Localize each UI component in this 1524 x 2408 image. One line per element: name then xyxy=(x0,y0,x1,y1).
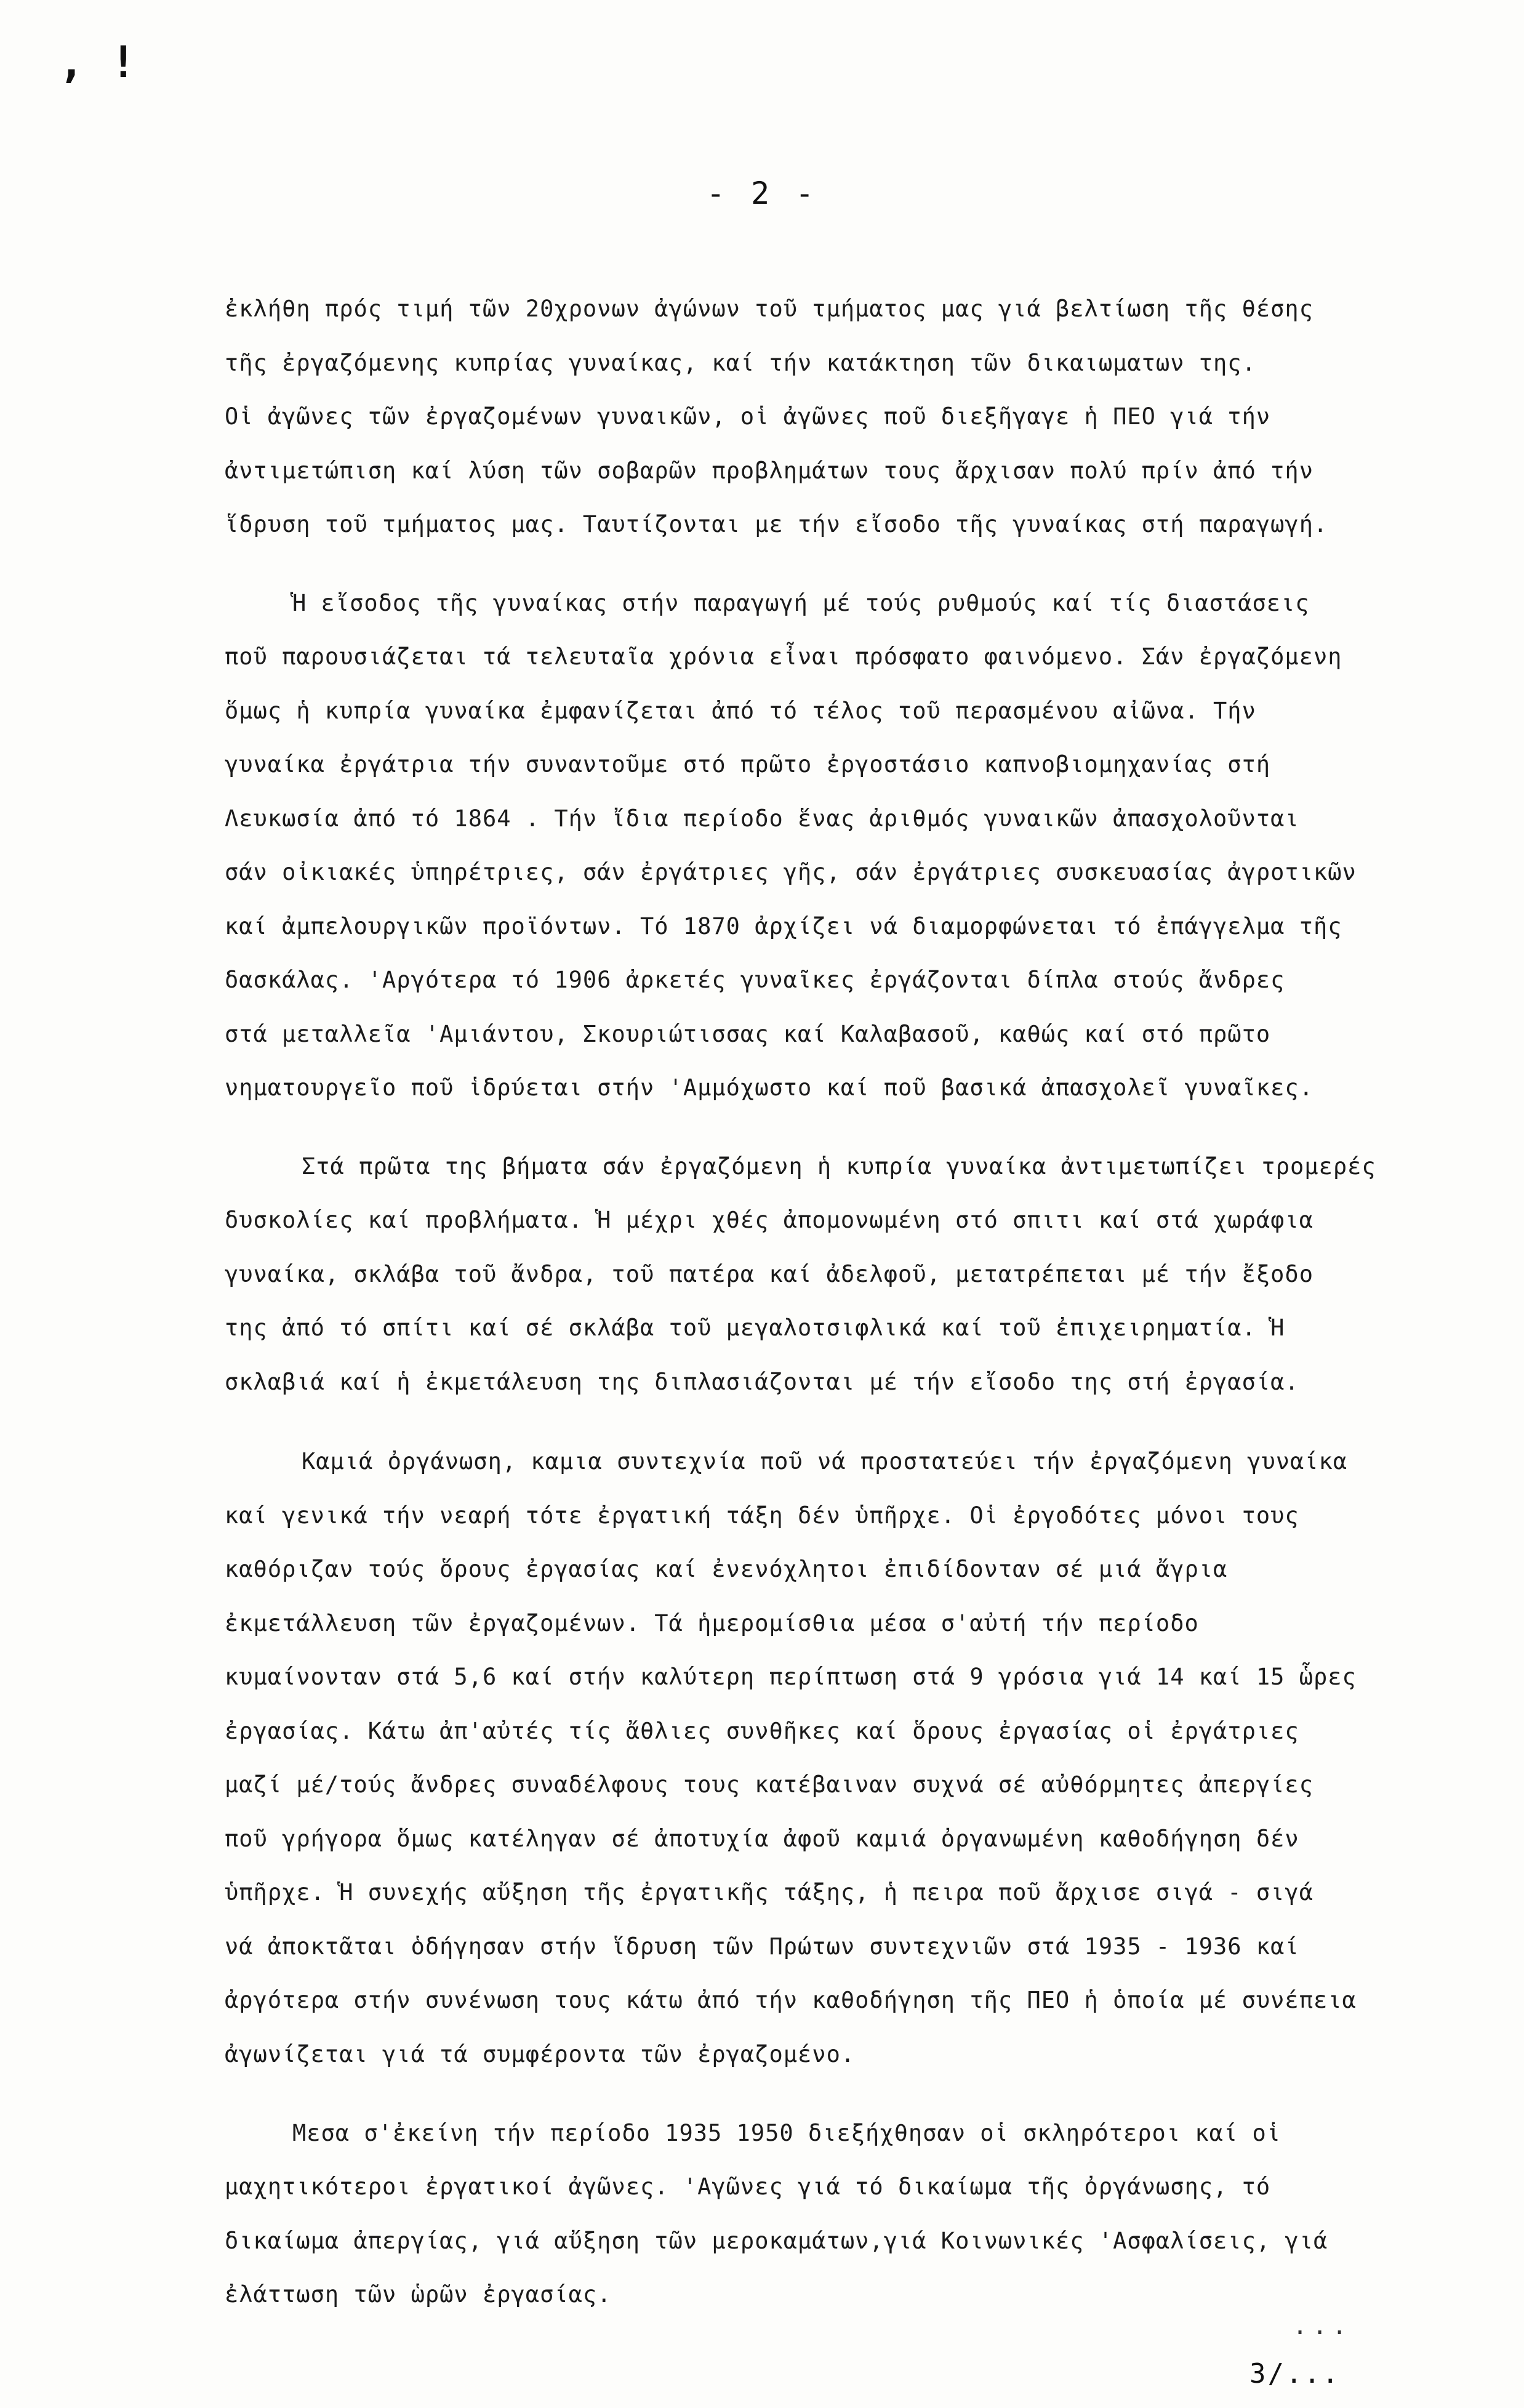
text-line: της ἀπό τό σπίτι καί σέ σκλάβα τοῦ μεγαλοτσιφλικά καί τοῦ ἐπιχειρηματία. Ἡ xyxy=(225,1315,1285,1341)
text-line: νά ἀποκτᾶται ὁδήγησαν στήν ἵδρυση τῶν Πρώτων συντεχνιῶν στά 1935 - 1936 καί xyxy=(225,1933,1299,1960)
text-line: τῆς ἐργαζόμενης κυπρίας γυναίκας, καί τήν κατάκτηση τῶν δικαιωματων της. xyxy=(225,350,1256,376)
text-line: ἀργότερα στήν συνένωση τους κάτω ἀπό τήν καθοδήγηση τῆς ΠΕΟ ἡ ὁποία μέ συνέπεια xyxy=(225,1987,1357,2013)
text-line: δασκάλας. 'Αργότερα τό 1906 ἀρκετές γυναῖκες ἐργάζονται δίπλα στούς ἄνδρες xyxy=(225,967,1285,993)
text-line: Λευκωσία ἀπό τό 1864 . Τήν ἴδια περίοδο ἕνας ἀριθμός γυναικῶν ἀπασχολοῦνται xyxy=(225,805,1299,832)
text-line: Μεσα σ'ἐκείνη τήν περίοδο 1935 1950 διεξήχθησαν οἱ σκληρότεροι καί οἱ xyxy=(292,2120,1281,2146)
text-line: γυναίκα ἐργάτρια τήν συναντοῦμε στό πρῶτο ἐργοστάσιο καπνοβιομηχανίας στή xyxy=(225,751,1271,778)
text-line: ἐκλήθη πρός τιμή τῶν 20χρονων ἀγώνων τοῦ τμήματος μας γιά βελτίωση τῆς θέσης xyxy=(225,296,1313,322)
text-line: καί γενικά τήν νεαρή τότε ἐργατική τάξη δέν ὑπῆρχε. Οἱ ἐργοδότες μόνοι τους xyxy=(225,1502,1299,1529)
text-line: σάν οἰκιακές ὑπηρέτριες, σάν ἐργάτριες γῆς, σάν ἐργάτριες συσκευασίας ἀγροτικῶν xyxy=(225,859,1357,885)
text-line: δυσκολίες καί προβλήματα. Ἡ μέχρι χθές ἀπομονωμένη στό σπιτι καί στά χωράφια xyxy=(225,1207,1313,1233)
text-line: ὑπῆρχε. Ἡ συνεχής αὔξηση τῆς ἐργατικῆς τάξης, ἡ πειρα ποῦ ἄρχισε σιγά - σιγά xyxy=(225,1879,1313,1906)
page-number: - 2 - xyxy=(706,175,818,211)
text-line: γυναίκα, σκλάβα τοῦ ἄνδρα, τοῦ πατέρα καί ἀδελφοῦ, μετατρέπεται μέ τήν ἔξοδο xyxy=(225,1261,1313,1287)
text-line: ἐργασίας. Κάτω ἀπ'αὐτές τίς ἄθλιες συνθῆκες καί ὅρους ἐργασίας οἱ ἐργάτριες xyxy=(225,1718,1299,1744)
text-line: ὅμως ἡ κυπρία γυναίκα ἐμφανίζεται ἀπό τό τέλος τοῦ περασμένου αἰῶνα. Τήν xyxy=(225,698,1256,724)
text-line: ἀγωνίζεται γιά τά συμφέροντα τῶν ἐργαζομένο. xyxy=(225,2041,856,2068)
text-line: στά μεταλλεῖα 'Αμιάντου, Σκουριώτισσας καί Καλαβασοῦ, καθώς καί στό πρῶτο xyxy=(225,1021,1271,1047)
corner-mark: , ! xyxy=(58,37,137,87)
text-line: νηματουργεῖο ποῦ ἱδρύεται στήν 'Αμμόχωστο καί ποῦ βασικά ἀπασχολεῖ γυναῖκες. xyxy=(225,1074,1313,1101)
text-line: δικαίωμα ἀπεργίας, γιά αὔξηση τῶν μεροκαμάτων,γιά Κοινωνικές 'Ασφαλίσεις, γιά xyxy=(225,2228,1328,2254)
text-line: καί ἀμπελουργικῶν προϊόντων. Τό 1870 ἀρχίζει νά διαμορφώνεται τό ἐπάγγελμα τῆς xyxy=(225,913,1342,940)
text-line: κυμαίνονταν στά 5,6 καί στήν καλύτερη περίπτωση στά 9 γρόσια γιά 14 καί 15 ὧρες xyxy=(225,1664,1357,1690)
text-line: ἵδρυση τοῦ τμήματος μας. Ταυτίζονται με τήν εἴσοδο τῆς γυναίκας στή παραγωγή. xyxy=(225,511,1328,538)
text-line: μαχητικότεροι ἐργατικοί ἀγῶνες. 'Αγῶνες γιά τό δικαίωμα τῆς ὀργάνωσης, τό xyxy=(225,2173,1271,2200)
text-line: μαζί μέ/τούς ἄνδρες συναδέλφους τους κατέβαιναν συχνά σέ αὐθόρμητες ἀπεργίες xyxy=(225,1771,1313,1798)
text-line: ἐλάττωση τῶν ὡρῶν ἐργασίας. xyxy=(225,2281,612,2308)
continuation-marker: 3/... xyxy=(1249,2358,1341,2390)
text-line: Στά πρῶτα της βήματα σάν ἐργαζόμενη ἡ κυπρία γυναίκα ἀντιμετωπίζει τρομερές xyxy=(302,1153,1376,1180)
text-line: Οἱ ἀγῶνες τῶν ἐργαζομένων γυναικῶν, οἱ ἀγῶνες ποῦ διεξῆγαγε ἡ ΠΕΟ γιά τήν xyxy=(225,403,1271,430)
text-line: Ἡ εἴσοδος τῆς γυναίκας στήν παραγωγή μέ τούς ρυθμούς καί τίς διαστάσεις xyxy=(292,590,1310,616)
footer-dots: ... xyxy=(1293,2312,1352,2340)
text-line: ποῦ παρουσιάζεται τά τελευταῖα χρόνια εἶναι πρόσφατο φαινόμενο. Σάν ἐργαζόμενη xyxy=(225,643,1342,670)
text-line: ποῦ γρήγορα ὅμως κατέληγαν σέ ἀποτυχία ἀφοῦ καμιά ὀργανωμένη καθοδήγηση δέν xyxy=(225,1826,1299,1852)
text-line: ἀντιμετώπιση καί λύση τῶν σοβαρῶν προβλημάτων τους ἄρχισαν πολύ πρίν ἀπό τήν xyxy=(225,457,1313,484)
text-line: ἐκμετάλλευση τῶν ἐργαζομένων. Τά ἡμερομίσθια μέσα σ'αὐτή τήν περίοδο xyxy=(225,1610,1199,1637)
text-line: Καμιά ὀργάνωση, καμια συντεχνία ποῦ νά προστατεύει τήν ἐργαζόμενη γυναίκα xyxy=(302,1448,1348,1475)
text-line: καθόριζαν τούς ὅρους ἐργασίας καί ἐνενόχλητοι ἐπιδίδονταν σέ μιά ἄγρια xyxy=(225,1556,1228,1582)
text-line: σκλαβιά καί ἡ ἐκμετάλευση της διπλασιάζονται μέ τήν εἴσοδο της στή ἐργασία. xyxy=(225,1369,1299,1395)
